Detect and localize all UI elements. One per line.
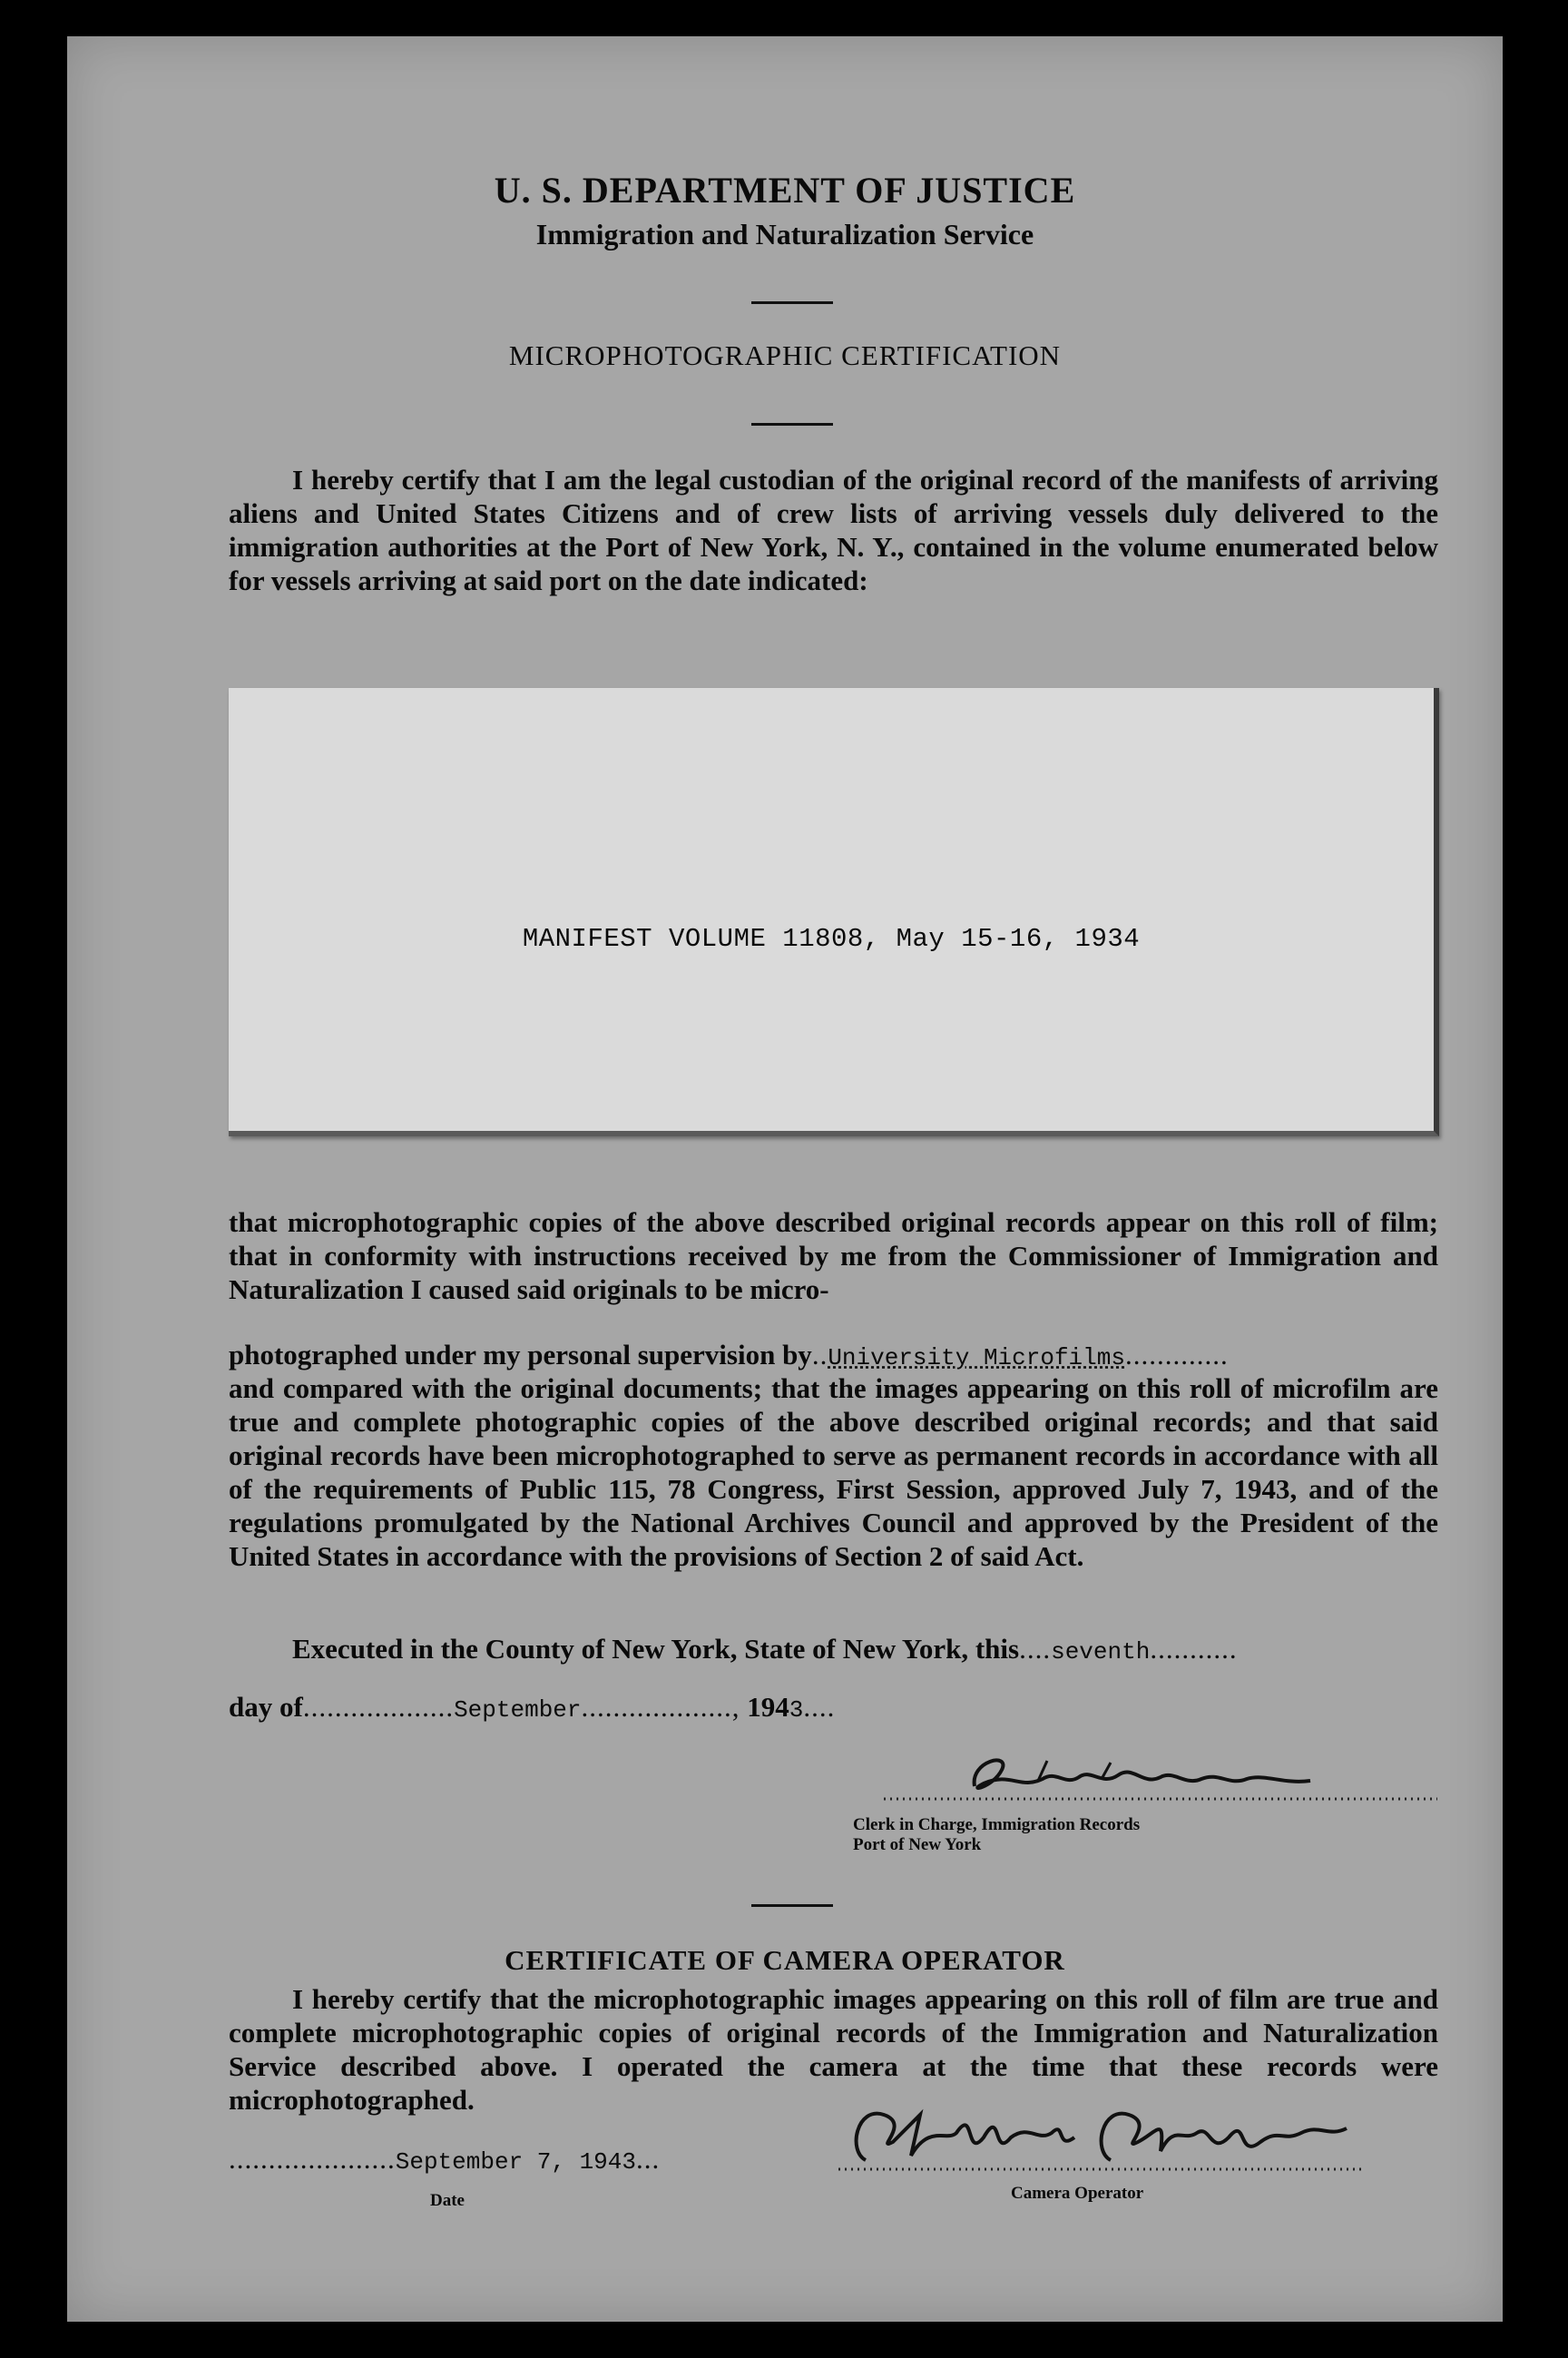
clerk-signature [884, 1743, 1437, 1806]
service-subheading: Immigration and Naturalization Service [535, 218, 1034, 251]
manifest-volume-label: MANIFEST VOLUME 11808, May 15-16, 1934 [522, 924, 1141, 954]
body-paragraph-part2: and compared with the original documents; that the images appearing on this roll of microfilm are true and complete photographic copies of the above described original records; and that said original records have been microphotographed to serve as permanent records in accordance with all of the requirements of Public 115, 78 Congress, First Session, approved July 7, 1943, and of the regulations promulgated by the National Archives Council and approved by the President of the United States in accordance with the provisions of Section 2 of said Act. [229, 1372, 1438, 1572]
certification-title: MICROPHOTOGRAPHIC CERTIFICATION [508, 339, 1062, 371]
clerk-title-line2: Port of New York [853, 1835, 982, 1854]
execution-day: seventh [1051, 1638, 1151, 1665]
execution-prefix: Executed in the County of New York, State of New York, this [292, 1633, 1020, 1665]
year-prefix: 194 [747, 1691, 789, 1723]
pasted-volume-slip [229, 688, 1439, 1136]
camera-certificate-text: I hereby certify that the microphotographic images appearing on this roll of film are true and complete microphotographic copies of original records of the Immigration and Naturalization Service described above. I operated the camera at the time that these records were microphotographed. [229, 1983, 1438, 2116]
divider [751, 301, 833, 304]
supervision-prefix: photographed under my personal supervision by [229, 1339, 812, 1371]
certificate-page [67, 36, 1503, 2322]
divider [751, 423, 833, 426]
body-paragraph-part1: that microphotographic copies of the above described original records appear on this roll of film; that in conformity with instructions received by me from the Commissioner of Immigration and Naturalization I caused said originals to be micro- [229, 1206, 1438, 1305]
camera-operator-caption: Camera Operator [1011, 2184, 1144, 2203]
operator-date-line: .....................September 7, 1943... [229, 2143, 661, 2176]
date-caption: Date [430, 2191, 465, 2210]
divider [751, 1904, 833, 1907]
camera-certificate-heading: CERTIFICATE OF CAMERA OPERATOR [505, 1944, 1065, 1976]
day-of-label: day of [229, 1691, 303, 1723]
supervision-line: photographed under my personal supervision by..University Microfilms............. [229, 1339, 1229, 1371]
date-line: day of...................September..................., 1943.... [229, 1691, 836, 1724]
intro-paragraph: I hereby certify that I am the legal custodian of the original record of the manifests of arriving aliens and United States Citizens and of crew lists of arriving vessels duly delivered to the immigration authorities at the Port of New York, N. Y., contained in the volume enumerated below for vessels arriving at said port on the date indicated: [229, 464, 1438, 596]
supervisor-name: University Microfilms [828, 1344, 1125, 1371]
camera-operator-signature [784, 2088, 1437, 2178]
department-heading: U. S. DEPARTMENT OF JUSTICE [494, 170, 1076, 211]
execution-month: September [454, 1696, 582, 1724]
clerk-title-line1: Clerk in Charge, Immigration Records [853, 1815, 1141, 1834]
execution-line: Executed in the County of New York, State of New York, this....seventh........... [292, 1633, 1238, 1665]
operator-date: September 7, 1943 [395, 2148, 636, 2176]
year-value: 3 [789, 1696, 804, 1724]
